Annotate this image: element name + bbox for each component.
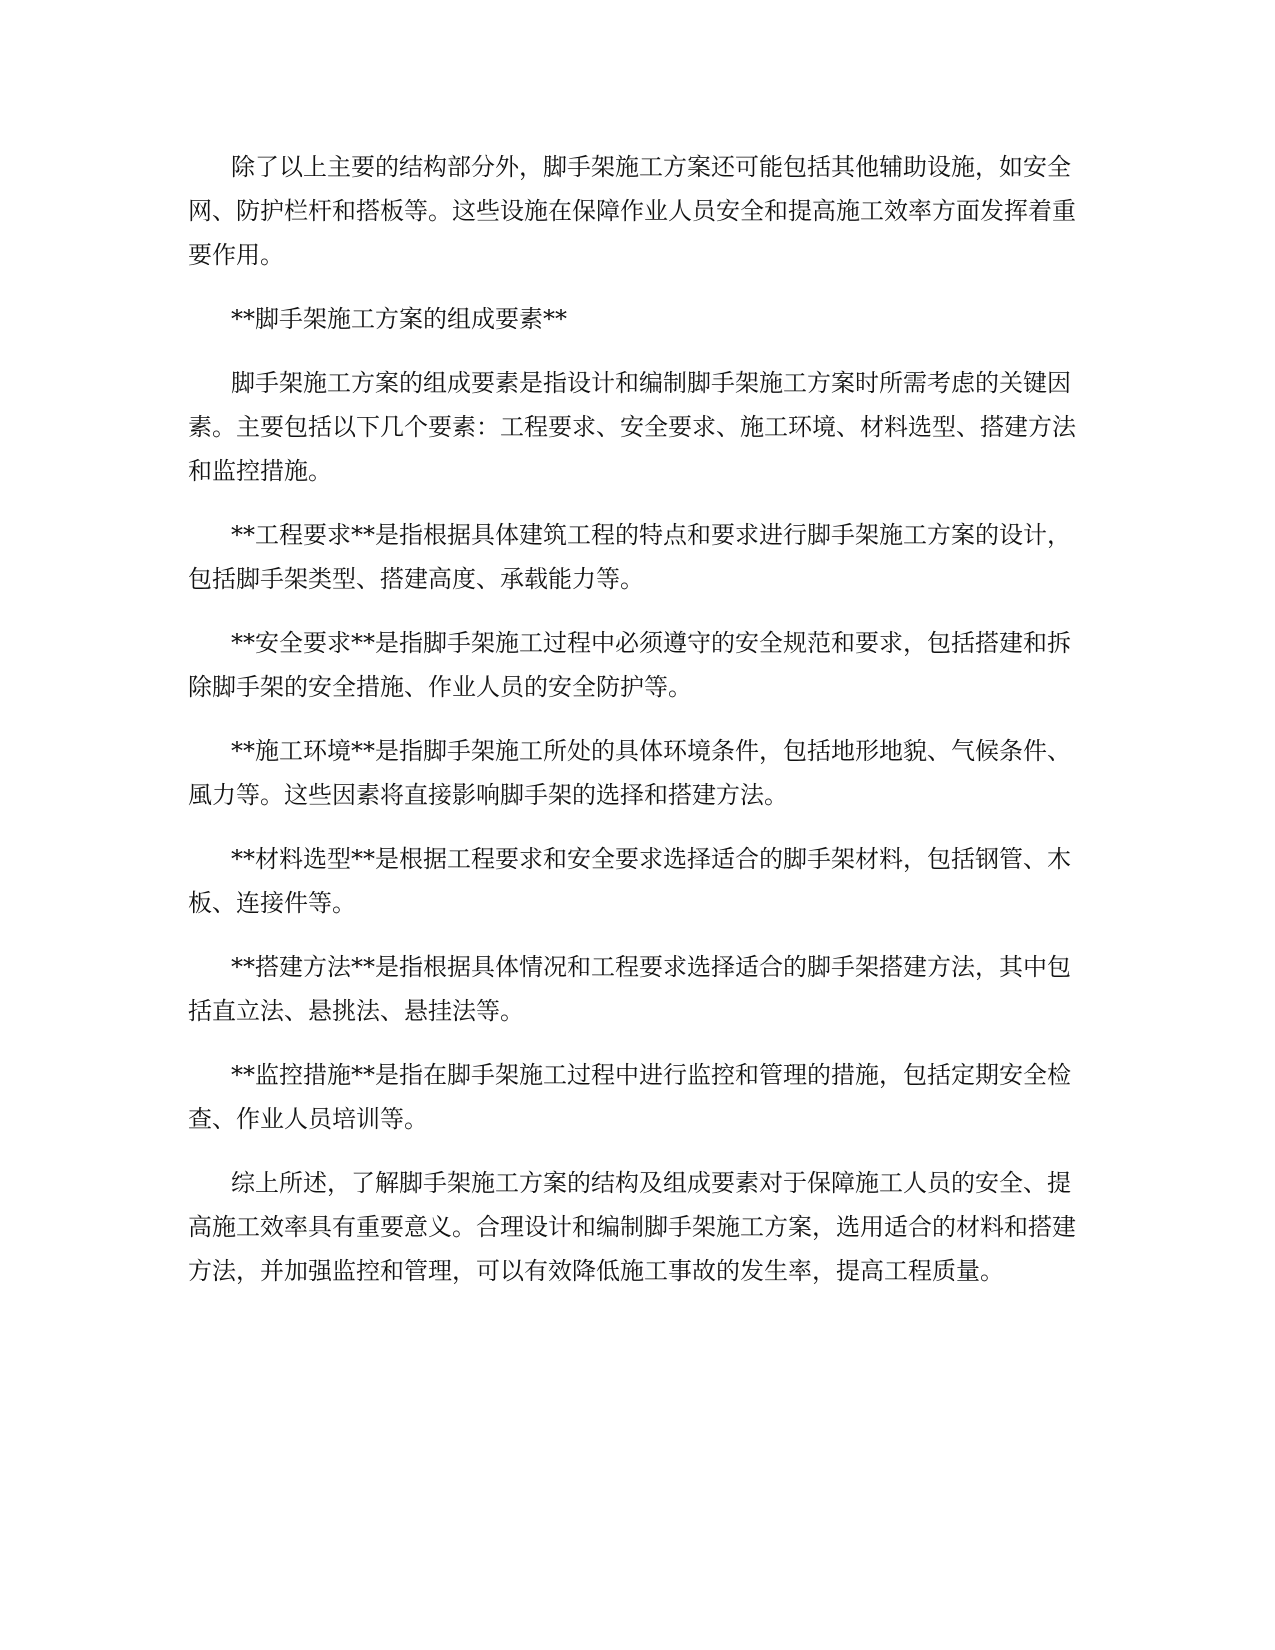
paragraph-components-intro: 脚手架施工方案的组成要素是指设计和编制脚手架施工方案时所需考虑的关键因素。主要包括以下几个要素：工程要求、安全要求、施工环境、材料选型、搭建方法和监控措施。: [188, 369, 1076, 485]
paragraph-construction-environment: **施工环境**是指脚手架施工所处的具体环境条件，包括地形地貌、气候条件、風力等。这些因素将直接影响脚手架的选择和搭建方法。: [188, 737, 1071, 809]
paragraph-engineering-requirements: **工程要求**是指根据具体建筑工程的特点和要求进行脚手架施工方案的设计，包括脚手架类型、搭建高度、承载能力等。: [188, 521, 1071, 593]
paragraph-safety-requirements: **安全要求**是指脚手架施工过程中必须遵守的安全规范和要求，包括搭建和拆除脚手架的安全措施、作业人员的安全防护等。: [188, 629, 1071, 701]
document-body: [188, 145, 1088, 1313]
paragraph-conclusion: 综上所述，了解脚手架施工方案的结构及组成要素对于保障施工人员的安全、提高施工效率具有重要意义。合理设计和编制脚手架施工方案，选用适合的材料和搭建方法，并加强监控和管理，可以有效降低施工事故的发生率，提高工程质量。: [188, 1169, 1076, 1285]
paragraph-material-selection: **材料选型**是根据工程要求和安全要求选择适合的脚手架材料，包括钢管、木板、连接件等。: [188, 845, 1071, 917]
section-heading-components: **脚手架施工方案的组成要素**: [231, 305, 567, 333]
paragraph-auxiliary-facilities: 除了以上主要的结构部分外，脚手架施工方案还可能包括其他辅助设施，如安全网、防护栏杆和搭板等。这些设施在保障作业人员安全和提高施工效率方面发挥着重要作用。: [188, 153, 1076, 269]
paragraph-monitoring-measures: **监控措施**是指在脚手架施工过程中进行监控和管理的措施，包括定期安全检查、作业人员培训等。: [188, 1061, 1071, 1133]
paragraph-erection-methods: **搭建方法**是指根据具体情况和工程要求选择适合的脚手架搭建方法，其中包括直立法、悬挑法、悬挂法等。: [188, 953, 1071, 1025]
